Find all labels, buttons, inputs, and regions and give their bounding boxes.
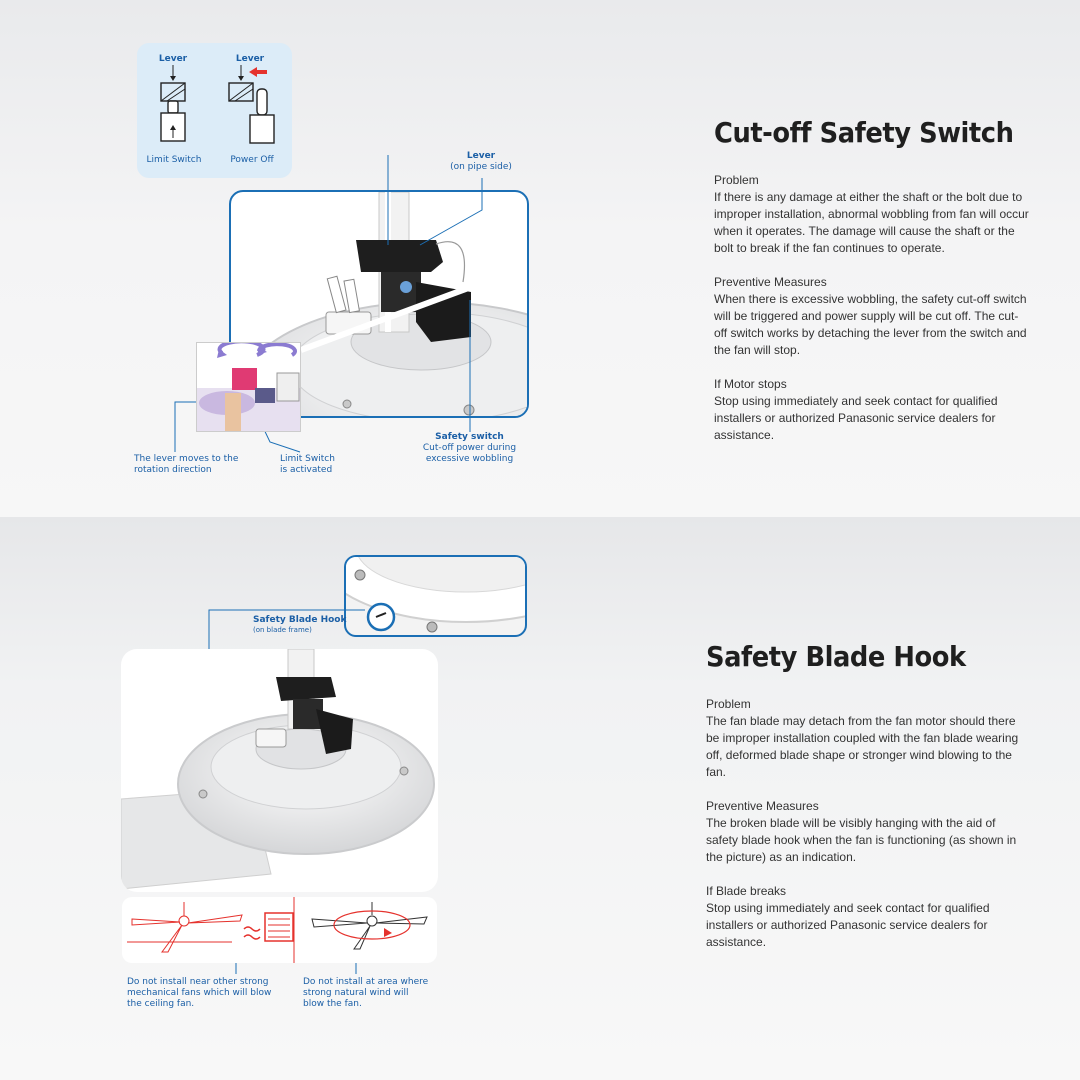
power-off-label: Power Off: [230, 155, 274, 165]
wind-icon: [244, 927, 260, 939]
lever-diagram: [137, 43, 292, 178]
warn-fan-left-icon: [127, 902, 242, 952]
section1-measures: [714, 274, 1029, 359]
section1-problem: [714, 172, 1029, 257]
section2-title: Safety Blade Hook: [706, 640, 966, 673]
hook-callout-sub: (on blade frame): [253, 626, 312, 634]
section2-blade-breaks-heading: If Blade breaks: [706, 884, 787, 898]
limit-activated-callout: [280, 454, 360, 476]
section1-measures-text: When there is excessive wobbling, the safety cut-off switch will be triggered and power supply will be cut off. The cut-off switch works by detaching the lever from the switch and the fan will stop.: [714, 292, 1027, 357]
fan-photo: [121, 649, 438, 892]
section1-motor-stops-text: Stop using immediately and seek contact for qualified installers or authorized Panasonic service dealers for assistance.: [714, 394, 998, 442]
section1-title: Cut-off Safety Switch: [714, 116, 1014, 149]
warn2-line2: strong natural wind will: [303, 988, 409, 998]
section1-motor-stops: [714, 376, 1029, 444]
section1-problem-text: If there is any damage at either the shaft or the bolt due to improper installation, abnormal wobbling from fan will occur when it operates. The damage will cause the shaft or the bolt to break if the fan continues to operate.: [714, 190, 1029, 255]
rotation-closeup-graphic: [197, 343, 301, 432]
section2-measures-heading: Preventive Measures: [706, 799, 819, 813]
blade-hook-section: [0, 517, 1080, 1080]
arrow-left-icon: [249, 67, 267, 77]
section2-problem-heading: Problem: [706, 697, 751, 711]
section1-measures-heading: Preventive Measures: [714, 275, 827, 289]
section2-body: [706, 696, 1024, 968]
lever-diagram-graphic: [137, 43, 292, 178]
warning-illustrations: [122, 897, 437, 963]
lever-label-right: Lever: [235, 54, 265, 64]
safety-switch-callout-line1: Cut-off power during: [422, 443, 517, 453]
hook-callout-title: Safety Blade Hook: [253, 615, 347, 625]
cutoff-switch-section: [0, 0, 1080, 517]
warning-right-text: [303, 977, 443, 1010]
warn1-line2: mechanical fans which will blow: [127, 988, 272, 998]
hook-closeup-frame: [344, 555, 527, 637]
section2-blade-breaks: [706, 883, 1024, 951]
safety-switch-callout-title: Safety switch: [435, 432, 504, 442]
warn2-line1: Do not install at area where: [303, 977, 429, 987]
warning-left-text: [127, 977, 277, 1010]
limit-activated-line1: Limit Switch: [280, 454, 335, 464]
lever-moves-line2: rotation direction: [134, 465, 212, 475]
lever-callout: [440, 151, 522, 173]
warn1-line1: Do not install near other strong: [127, 977, 269, 987]
section1-body: [714, 172, 1029, 461]
section1-motor-stops-heading: If Motor stops: [714, 377, 787, 391]
section1-problem-heading: Problem: [714, 173, 759, 187]
limit-activated-line2: is activated: [280, 465, 333, 475]
safety-switch-callout: [412, 432, 527, 465]
switch-closeup-inset: [196, 342, 301, 432]
fan-motor-illustration: [121, 649, 438, 892]
warn2-line3: blow the fan.: [303, 999, 362, 1009]
section2-blade-breaks-text: Stop using immediately and seek contact for qualified installers or authorized Panasonic service dealers for assistance.: [706, 901, 990, 949]
lever-callout-sub: (on pipe side): [450, 162, 512, 172]
safety-switch-callout-line2: excessive wobbling: [425, 454, 514, 464]
section2-problem: [706, 696, 1024, 781]
section2-measures-text: The broken blade will be visibly hanging with the aid of safety blade hook when the fan is functioning (as shown in the picture) as an indication.: [706, 816, 1017, 864]
warning-graphic: [122, 897, 437, 963]
lever-label-left: Lever: [158, 54, 188, 64]
lever-moves-callout: [134, 454, 254, 476]
hook-closeup-graphic: [346, 557, 525, 635]
lever-moves-line1: The lever moves to the: [134, 454, 239, 464]
section2-problem-text: The fan blade may detach from the fan motor should there be improper installation coupled with the fan blade wearing off, deformed blade shape or stronger wind blowing to the fan.: [706, 714, 1019, 779]
limit-switch-label: Limit Switch: [146, 155, 202, 165]
section2-measures: [706, 798, 1024, 866]
hook-callout: [253, 615, 353, 635]
lever-callout-title: Lever: [466, 151, 496, 161]
warn1-line3: the ceiling fan.: [127, 999, 195, 1009]
